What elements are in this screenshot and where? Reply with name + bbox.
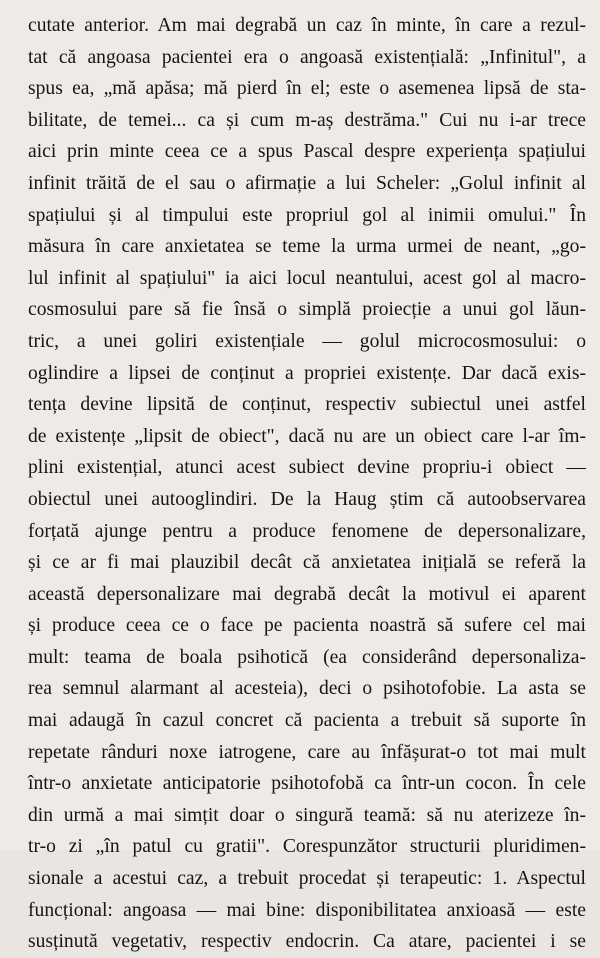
text-line: și ce ar fi mai plauzibil decât că anxietatea inițială se referă la <box>28 552 586 574</box>
text-line: oglindire a lipsei de conținut a propriei existențe. Dar dacă exis- <box>28 362 586 384</box>
text-line: de existențe „lipsit de obiect", dacă nu are un obiect care l-ar îm- <box>28 425 586 447</box>
text-line: spațiului și al timpului este propriul gol al inimii omului." În <box>28 204 586 226</box>
text-line: într-o anxietate anticipatorie psihotofobă ca într-un cocon. În cele <box>28 773 586 795</box>
text-line: tr-o zi „în patul cu gratii". Corespunzător structurii pluridimen- <box>28 836 586 858</box>
text-line: forțată ajunge pentru a produce fenomene de depersonalizare, <box>28 520 586 542</box>
text-line: din urmă a mai simțit doar o singură teamă: să nu aterizeze în- <box>28 804 586 826</box>
body-text <box>28 10 586 958</box>
text-line: tat că angoasa pacientei era o angoasă existențială: „Infinitul", a <box>28 46 586 68</box>
text-line: cutate anterior. Am mai degrabă un caz în minte, în care a rezul- <box>28 15 586 36</box>
text-line: sionale a acestui caz, a trebuit procedat și terapeutic: 1. Aspectul <box>28 868 586 890</box>
text-line: această depersonalizare mai degrabă decât la motivul ei aparent <box>28 583 586 605</box>
text-line: plini existențial, atunci acest subiect devine propriu-i obiect — <box>28 457 586 479</box>
text-line: aici prin minte ceea ce a spus Pascal despre experiența spațiului <box>28 141 586 163</box>
text-line: și produce ceea ce o face pe pacienta noastră să sufere cel mai <box>28 615 586 637</box>
text-line: obiectul unei autooglindiri. De la Haug știm că autoobservarea <box>28 488 586 510</box>
text-line: măsura în care anxietatea se teme la urma urmei de neant, „go- <box>28 236 586 258</box>
text-line: rea semnul alarmant al acesteia), deci o psihotofobie. La asta se <box>28 678 586 700</box>
text-line: bilitate, de temei... ca și cum m-aș destrăma." Cui nu i-ar trece <box>28 109 586 131</box>
text-line: tența devine lipsită de conținut, respectiv subiectul unei astfel <box>28 394 586 416</box>
text-line: lul infinit al spațiului" ia aici locul neantului, acest gol al macro- <box>28 267 586 289</box>
text-line: infinit trăită de el sau o afirmație a lui Scheler: „Golul infinit al <box>28 172 586 194</box>
text-line: mai adaugă în cazul concret că pacienta a trebuit să suporte în <box>28 710 586 732</box>
text-line: mult: teama de boala psihotică (ea considerând depersonaliza- <box>28 646 586 668</box>
text-line: tric, a unei goliri existențiale — golul microcosmosului: o <box>28 330 586 352</box>
text-line: funcțional: angoasa — mai bine: disponibilitatea anxioasă — este <box>28 899 586 921</box>
text-line: susținută vegetativ, respectiv endocrin. Ca atare, pacientei i se <box>28 931 586 953</box>
text-line: repetate rânduri noxe iatrogene, care au înfășurat-o tot mai mult <box>28 741 586 763</box>
text-line: spus ea, „mă apăsa; mă pierd în el; este o asemenea lipsă de sta- <box>28 78 586 100</box>
text-line: cosmosului pare să fie însă o simplă proiecție a unui gol lăun- <box>28 299 586 321</box>
